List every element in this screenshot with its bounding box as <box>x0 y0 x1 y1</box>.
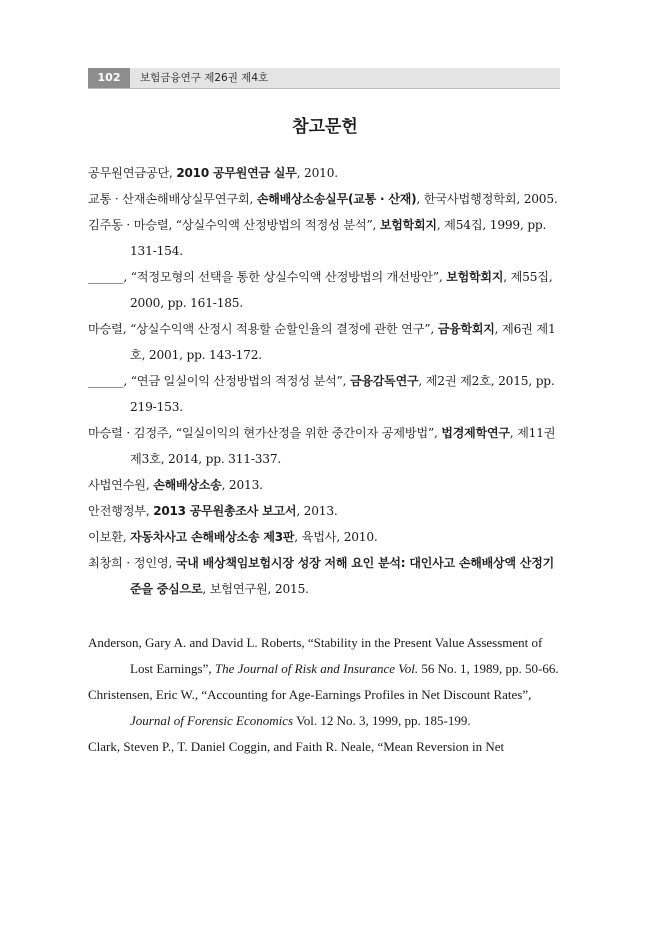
reference-source: 자동차사고 손해배상소송 제3판 <box>130 530 295 544</box>
reference-source: 2013 공무원총조사 보고서 <box>153 504 297 518</box>
reference-author: 김주동 · 마승렬, “상실수익액 산정방법의 적정성 분석”, <box>88 218 380 232</box>
page-number: 102 <box>88 68 130 88</box>
reference-source: 금융학회지 <box>437 322 495 336</box>
reference-entry <box>88 550 562 602</box>
reference-author: Clark, Steven P., T. Daniel Coggin, and Faith R. Neale, “Mean Reversion in Net <box>88 739 505 754</box>
reference-entry <box>88 472 562 498</box>
reference-details: , 제54집, 1999, pp. 131-154. <box>130 218 547 258</box>
english-references <box>88 630 562 760</box>
section-title: 참고문헌 <box>292 117 358 137</box>
reference-author: ______, “적정모형의 선택을 통한 상실수익액 산정방법의 개선방안”, <box>88 270 447 284</box>
reference-details: Vol. 12 No. 3, 1999, pp. 185-199. <box>293 713 471 728</box>
reference-source: 손해배상소송실무(교통 · 산재) <box>256 192 417 206</box>
reference-source: 법경제학연구 <box>441 426 510 440</box>
reference-author: 교통 · 산재손해배상실무연구회, <box>88 192 257 206</box>
reference-source: 보험학회지 <box>379 218 437 232</box>
reference-author: 마승렬, “상실수익액 산정시 적용할 순할인율의 결정에 관한 연구”, <box>88 322 438 336</box>
reference-details: , 제11권 제3호, 2014, pp. 311-337. <box>130 426 556 466</box>
reference-details: , 육법사, 2010. <box>294 530 378 544</box>
reference-entry <box>88 186 562 212</box>
journal-title: 보험금융연구 제26권 제4호 <box>140 72 269 84</box>
reference-entry <box>88 264 562 316</box>
reference-author: 마승렬 · 김정주, “일실이익의 현가산정을 위한 중간이자 공제방법”, <box>88 426 442 440</box>
reference-author: ______, “연금 일실이익 산정방법의 적정성 분석”, <box>88 374 350 388</box>
reference-entry <box>88 682 562 734</box>
reference-author: 사법연수원, <box>88 478 154 492</box>
reference-source: 금융감독연구 <box>350 374 419 388</box>
reference-details: , 2013. <box>221 478 263 492</box>
reference-details: , 제55집, 2000, pp. 161-185. <box>130 270 553 310</box>
reference-entry <box>88 368 562 420</box>
reference-details: , 보험연구원, 2015. <box>202 582 309 596</box>
reference-details: , 2013. <box>296 504 338 518</box>
reference-author: 최창희 · 정인영, <box>88 556 176 570</box>
reference-author: 공무원연금공단, <box>88 166 177 180</box>
reference-source: 손해배상소송 <box>153 478 222 492</box>
reference-details: 56 No. 1, 1989, pp. 50-66. <box>418 661 559 676</box>
reference-source: 2010 공무원연금 실무 <box>176 166 297 180</box>
korean-references <box>88 160 562 602</box>
reference-author: 이보환, <box>88 530 131 544</box>
reference-entry <box>88 160 562 186</box>
reference-entry <box>88 498 562 524</box>
reference-entry <box>88 630 562 682</box>
reference-author: Christensen, Eric W., “Accounting for Age-Earnings Profiles in Net Discount Rates”, <box>88 687 532 702</box>
reference-details: , 한국사법행정학회, 2005. <box>416 192 558 206</box>
reference-entry <box>88 212 562 264</box>
reference-author: Anderson, Gary A. and David L. Roberts, “Stability in the Present Value Assessment of Lost Earnings”, <box>88 635 543 676</box>
reference-list <box>88 160 562 760</box>
running-header <box>88 68 560 89</box>
reference-entry <box>88 734 562 760</box>
reference-entry <box>88 316 562 368</box>
reference-entry <box>88 524 562 550</box>
reference-source: Journal of Forensic Economics <box>130 713 294 728</box>
reference-entry <box>88 420 562 472</box>
reference-source: 국내 배상책임보험시장 성장 저해 요인 분석: 대인사고 손해배상액 산정기준을 중심으로 <box>130 556 554 596</box>
reference-details: , 2010. <box>296 166 338 180</box>
reference-details: , 제2권 제2호, 2015, pp. 219-153. <box>130 374 555 414</box>
reference-source: The Journal of Risk and Insurance Vol. <box>214 661 419 676</box>
reference-source: 보험학회지 <box>446 270 504 284</box>
reference-author: 안전행정부, <box>88 504 154 518</box>
reference-details: , 제6권 제1호, 2001, pp. 143-172. <box>130 322 556 362</box>
